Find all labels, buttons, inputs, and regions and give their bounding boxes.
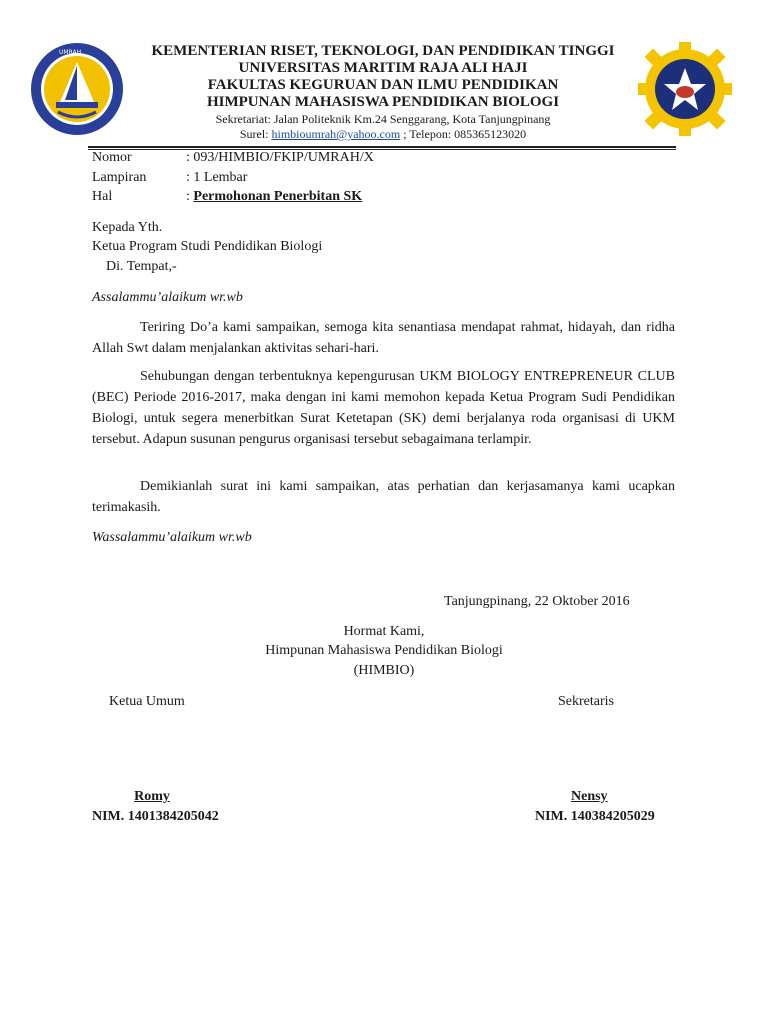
- lampiran-value: : 1 Lembar: [186, 170, 248, 185]
- recipient-place: Di. Tempat,-: [106, 259, 177, 274]
- subject: Permohonan Penerbitan SK: [193, 189, 363, 204]
- hal-label: Hal: [92, 189, 113, 204]
- left-signatory-nim: NIM. 1401384205042: [92, 809, 219, 824]
- right-signatory-nim: NIM. 140384205029: [535, 809, 655, 824]
- paragraph-text: Sehubungan dengan terbentuknya kepengurusan UKM BIOLOGY ENTREPRENEUR CLUB (BEC) Periode 2016-2017, maka dengan ini kami memohon kepada Ketua Program Sudi Pendidikan Biologi, untuk segera menerbitkan Surat Ketetapan (SK) demi berjalanya roda organisasi di UKM tersebut. Adapun susunan pengurus organisasi tersebut sebagaimana terlampir.: [92, 369, 675, 447]
- letterhead-university: UNIVERSITAS MARITIM RAJA ALI HAJI: [238, 60, 528, 76]
- right-signatory-role: Sekretaris: [558, 694, 614, 709]
- letterhead-address: Sekretariat: Jalan Politeknik Km.24 Senggarang, Kota Tanjungpinang: [215, 112, 551, 126]
- sign-organization: Himpunan Mahasiswa Pendidikan Biologi: [265, 643, 503, 658]
- nomor-value: : 093/HIMBIO/FKIP/UMRAH/X: [186, 150, 374, 165]
- email-link[interactable]: himbioumrah@yahoo.com: [271, 127, 401, 141]
- letterhead-contact: [128, 127, 638, 141]
- left-signatory-name: Romy: [134, 789, 170, 804]
- body-paragraph-3: [92, 476, 675, 518]
- letterhead-rule-thick: [88, 146, 676, 148]
- body-paragraph-2: [92, 366, 675, 450]
- letterhead-organization: HIMPUNAN MAHASISWA PENDIDIKAN BIOLOGI: [206, 94, 560, 110]
- letterhead-faculty: FAKULTAS KEGURUAN DAN ILMU PENDIDIKAN: [207, 77, 559, 93]
- svg-text:UMRAH: UMRAH: [59, 49, 82, 56]
- body-paragraph-1: [92, 317, 675, 359]
- paragraph-text: Demikianlah surat ini kami sampaikan, atas perhatian dan kerjasamanya kami ucapkan terimakasih.: [92, 479, 675, 515]
- place-date: Tanjungpinang, 22 Oktober 2016: [444, 594, 630, 609]
- email-label: Surel:: [239, 127, 272, 141]
- nomor-label: Nomor: [92, 150, 132, 165]
- himbio-logo: [636, 40, 734, 138]
- letterhead-ministry: KEMENTERIAN RISET, TEKNOLOGI, DAN PENDIDIKAN TINGGI: [151, 43, 615, 59]
- left-signatory-role: Ketua Umum: [109, 694, 185, 709]
- right-signatory-name: Nensy: [571, 789, 608, 804]
- recipient-name: Ketua Program Studi Pendidikan Biologi: [92, 239, 323, 254]
- recipient-salutation: Kepada Yth.: [92, 220, 163, 235]
- closing-greeting: Wassalammu’alaikum wr.wb: [92, 530, 252, 545]
- letterhead-rule-thin: [88, 149, 676, 150]
- opening-greeting: Assalammu’alaikum wr.wb: [92, 290, 243, 305]
- university-logo: [30, 42, 124, 136]
- lampiran-label: Lampiran: [92, 170, 147, 185]
- hal-colon: :: [186, 189, 194, 204]
- phone-text: ; Telepon: 085365123020: [400, 127, 527, 141]
- sign-abbreviation: (HIMBIO): [353, 663, 415, 678]
- hal-value-line: [186, 188, 362, 206]
- paragraph-text: Teriring Do’a kami sampaikan, semoga kita senantiasa mendapat rahmat, hidayah, dan ridha Allah Swt dalam menjalankan aktivitas sehari-hari.: [92, 320, 675, 356]
- sign-regards: Hormat Kami,: [343, 624, 425, 639]
